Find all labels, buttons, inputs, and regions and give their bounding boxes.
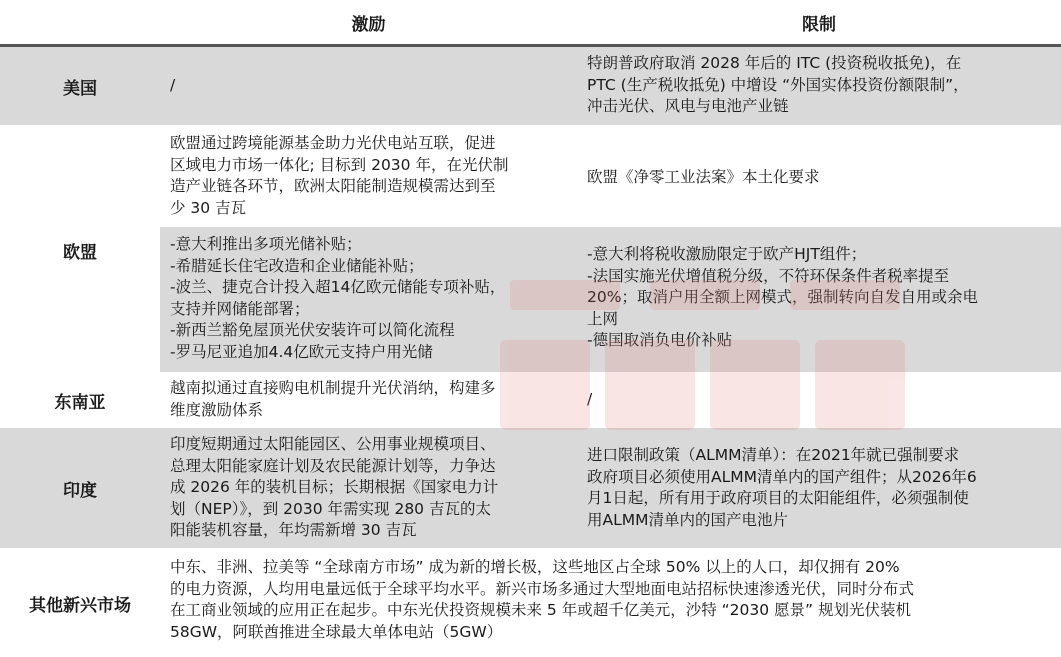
eu-subrow-gray: [160, 227, 1061, 372]
india-incentive: 印度短期通过太阳能园区、公用事业规模项目、 总理太阳能家庭计划及农民能源计划等，力争达 成 2026 年的装机目标；长期根据《国家电力计 划（NEP）》，到 2030 年需实现 280 吉瓦的太 阳能装机容量，年均需新增 30 吉瓦: [170, 435, 499, 539]
row-eu: [0, 127, 1061, 374]
header-incentive: 激励: [351, 14, 386, 35]
header-restriction: 限制: [802, 14, 836, 35]
region-usa: 美国: [63, 78, 97, 99]
eu-incentive-1: 欧盟通过跨境能源基金助力光伏电站互联，促进 区域电力市场一体化; 目标到 2030 年，在光伏制 造产业链各环节，欧洲太阳能制造规模需达到至 少 30 吉瓦: [170, 134, 509, 217]
row-other: [0, 550, 1061, 657]
eu-incentive-2: -意大利推出多项光储补贴； -希腊延长住宅改造和企业储能补贴； -波兰、捷克合计投入超14亿欧元储能专项补贴， 支持并网储能部署； -新西兰豁免屋顶光伏安装许可以简化流程 -罗马尼亚追加4.4亿欧元支持户用光储: [170, 235, 506, 361]
region-india: 印度: [63, 480, 97, 501]
sea-incentive: 越南拟通过直接购电机制提升光伏消纳，构建多 维度激励体系: [170, 379, 496, 419]
region-other: 其他新兴市场: [29, 596, 131, 616]
usa-restriction: 特朗普政府取消 2028 年后的 ITC (投资税收抵免)，在 PTC (生产税收抵免) 中增设 “外国实体投资份额限制”， 冲击光伏、风电与电池产业链: [587, 54, 969, 115]
row-sea: [0, 374, 1061, 426]
eu-restriction-1: 欧盟《净零工业法案》本土化要求: [587, 168, 820, 186]
row-usa: [0, 47, 1061, 125]
india-restriction: 进口限制政策（ALMM清单）：在2021年就已强制要求 政府项目必须使用ALMM清单内的国产组件；从2026年6 月1日起，所有用于政府项目的太阳能组件，必须强制使 用ALMM清单内的国产电池片: [587, 446, 977, 529]
region-sea: 东南亚: [54, 392, 106, 413]
row-india: [0, 428, 1061, 548]
usa-incentive: /: [170, 76, 176, 94]
eu-restriction-2: -意大利将税收激励限定于欧产HJT组件； -法国实施光伏增值税分级，不符环保条件者税率提至 20%；取消户用全额上网模式，强制转向自发自用或余电 上网 -德国取消负电价补贴: [587, 245, 978, 349]
sea-restriction: /: [587, 390, 593, 408]
other-text: 中东、非洲、拉美等 “全球南方市场” 成为新的增长极，这些地区占全球 50% 以上的人口，却仅拥有 20% 的电力资源，人均用电量远低于全球平均水平。新兴市场多通过大型地面电站招标快速渗透光伏，同时分布式 在工商业领域的应用正在起步。中东光伏投资规模未来 5 年或超千亿美元，沙特 “2030 愿景” 规划光伏装机 58GW，阿联酋推进全球最大单体电站（5GW）: [170, 558, 915, 641]
region-eu: 欧盟: [63, 243, 97, 263]
